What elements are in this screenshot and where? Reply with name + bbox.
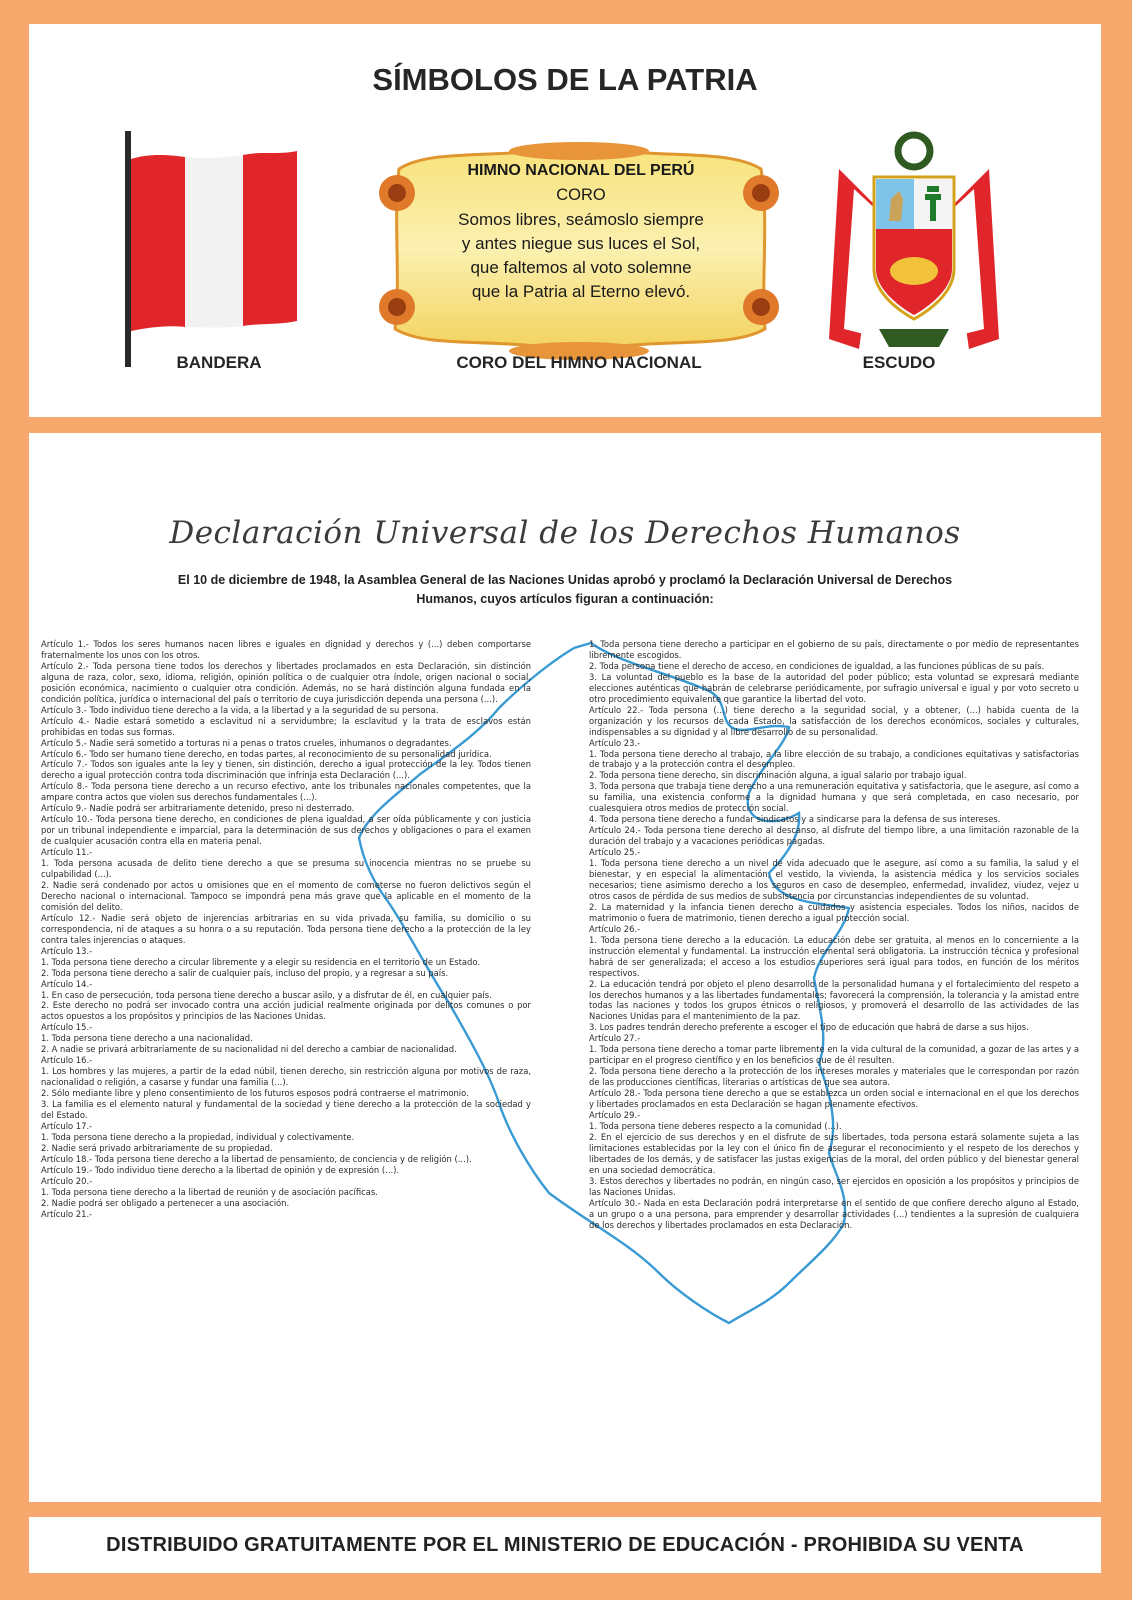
article-paragraph: 1. Toda persona tiene derecho a tomar parte libremente en la vida cultural de la comunidad, a gozar de las artes y a participar en el progreso científico y en los beneficios que de él resulten. — [589, 1044, 1079, 1066]
articles-left-column — [41, 639, 531, 1220]
declaration-panel — [29, 433, 1101, 1502]
article-paragraph: Artículo 24.- Toda persona tiene derecho al descanso, al disfrute del tiempo libre, a una limitación razonable de la duración del trabajo y a vacaciones periódicas pagadas. — [589, 825, 1079, 847]
article-paragraph: 1. En caso de persecución, toda persona tiene derecho a buscar asilo, y a disfrutar de él, en cualquier país. — [41, 989, 492, 1000]
article-paragraph: Artículo 26.- — [589, 923, 641, 934]
article-paragraph: 1. Toda persona tiene derecho a participar en el gobierno de su país, directamente o por medio de representantes libremente escogidos. — [589, 639, 1079, 660]
article-paragraph: 3. Estos derechos y libertades no podrán, en ningún caso, ser ejercidos en oposición a los propósitos y principios de las Naciones Unidas. — [589, 1175, 1079, 1197]
anthem-line: Somos libres, seámoslo siempre — [458, 210, 704, 229]
article-paragraph: 1. Los hombres y las mujeres, a partir de la edad núbil, tienen derecho, sin restricción alguna por motivos de raza, nacionalidad o religión, a casarse y fundar una familia (...). — [41, 1066, 531, 1088]
article-paragraph: 2. Nadie será privado arbitrariamente de su propiedad. — [41, 1142, 273, 1153]
article-paragraph: 2. La maternidad y la infancia tienen derecho a cuidados y asistencia especiales. Todos los niños, nacidos de matrimonio o fuera de matrimonio, tienen derecho a igual protección social. — [589, 901, 1079, 923]
anthem-line: que faltemos al voto solemne — [470, 258, 692, 277]
shield-caption: ESCUDO — [862, 353, 936, 372]
anthem-subtitle: CORO — [556, 186, 606, 204]
footer — [29, 1517, 1101, 1573]
article-paragraph: 3. La voluntad del pueblo es la base de la autoridad del poder público; esta voluntad se expresará mediante elecciones auténticas que habrán de celebrarse periódicamente, por sufragio universal e igual y por voto secreto u otro procedimiento equivalente que garantice la libertad del voto. — [589, 671, 1079, 704]
symbols-panel — [29, 24, 1101, 417]
article-paragraph: Artículo 30.- Nada en esta Declaración podrá interpretarse en el sentido de que confiere derecho alguno al Estado, a un grupo o a una persona, para emprender y desarrollar actividades (...) tendientes a la supresión de cualquiera de los derechos y libertades proclamados en esta Declaración. — [589, 1197, 1079, 1230]
article-paragraph: 2. Este derecho no podrá ser invocado contra una acción judicial realmente originada por delitos comunes o por actos opuestos a los propósitos y principios de las Naciones Unidas. — [41, 1000, 531, 1022]
anthem-line: y antes niegue sus luces el Sol, — [461, 234, 701, 253]
article-paragraph: 1. Toda persona tiene derecho al trabajo, a la libre elección de su trabajo, a condiciones equitativas y satisfactorias de trabajo y a la protección contra el desempleo. — [589, 748, 1079, 770]
article-paragraph: Artículo 14.- — [41, 978, 93, 989]
article-paragraph: Artículo 22.- Toda persona (...) tiene derecho a la seguridad social, y a obtener, (...) habida cuenta de la organización y los recursos de cada Estado, la satisfacción de los derechos económicos, sociales y culturales, indispensables a su dignidad y al libre desarrollo de su personalidad. — [589, 704, 1079, 737]
article-paragraph: 2. Toda persona tiene derecho, sin discriminación alguna, a igual salario por trabajo igual. — [589, 770, 967, 781]
article-paragraph: 1. Toda persona tiene derecho a un nivel de vida adecuado que le asegure, así como a su familia, la salud y el bienestar, y en especial la alimentación, el vestido, la vivienda, la asistencia médica y los servicios sociales necesarios; tiene asimismo derecho a los seguros en caso de desempleo, enfermedad, invalidez, viudez, vejez u otros casos de pérdida de sus medios de subsistencia por circunstancias independientes de su voluntad. — [589, 858, 1079, 901]
article-paragraph: 1. Toda persona tiene derecho a la propiedad, individual y colectivamente. — [41, 1131, 355, 1142]
article-paragraph: 4. Toda persona tiene derecho a fundar sindicatos y a sindicarse para la defensa de sus intereses. — [589, 814, 1001, 825]
declaration-intro: El 10 de diciembre de 1948, la Asamblea General de las Naciones Unidas aprobó y proclamó la Declaración Universal de Derechos Humanos, cuyos artículos figuran a continuación: — [177, 573, 953, 606]
articles-right-column — [589, 639, 1079, 1230]
article-paragraph: Artículo 8.- Toda persona tiene derecho a un recurso efectivo, ante los tribunales nacionales competentes, que la ampare contra actos que violen sus derechos fundamentales (...). — [41, 781, 531, 803]
declaration-title: Declaración Universal de los Derechos Humanos — [169, 515, 961, 551]
article-paragraph: Artículo 29.- — [589, 1109, 641, 1120]
article-paragraph: 1. Toda persona tiene derecho a circular libremente y a elegir su residencia en el territorio de un Estado. — [41, 956, 481, 967]
article-paragraph: 2. En el ejercicio de sus derechos y en el disfrute de sus libertades, toda persona estará solamente sujeta a las limitaciones establecidas por la ley con el único fin de asegurar el reconocimiento y el respeto de los derechos y libertades de los demás, y de satisfacer las justas exigencias de la moral, del orden público y del bienestar general en una sociedad democrática. — [589, 1131, 1079, 1175]
anthem-caption: CORO DEL HIMNO NACIONAL — [456, 353, 702, 372]
anthem-title: HIMNO NACIONAL DEL PERÚ — [467, 162, 695, 179]
article-paragraph: 1. Toda persona tiene derecho a la educación. La educación debe ser gratuita, al menos en lo concerniente a la instrucción elemental y fundamental. La instrucción elemental será obligatoria. La instrucción técnica y profesional habrá de ser generalizada; el acceso a los estudios superiores será igual para todos, en función de los méritos respectivos. — [589, 934, 1079, 978]
article-paragraph: Artículo 4.- Nadie estará sometido a esclavitud ni a servidumbre; la esclavitud y la trata de esclavos están prohibidas en todas sus formas. — [41, 715, 531, 737]
article-paragraph: Artículo 2.- Toda persona tiene todos los derechos y libertades proclamados en esta Declaración, sin distinción alguna de raza, color, sexo, idioma, religión, opinión política o de cualquier otra índole, origen nacional o social, posición económica, nacimiento o cualquier otra condición. Además, no se hará distinción alguna fundada en la condición política, jurídica o internacional del país o territorio de cuya jurisdicción dependa una persona (...). — [41, 660, 531, 704]
article-paragraph: Artículo 12.- Nadie será objeto de injerencias arbitrarias en su vida privada, su familia, su domicilio o su correspondencia, ni de ataques a su honra o a su reputación. Toda persona tiene derecho a la protección de la ley contra tales injerencias o ataques. — [41, 912, 531, 945]
article-paragraph: 1. Toda persona tiene derecho a la libertad de reunión y de asociación pacíficas. — [41, 1186, 378, 1197]
article-paragraph: 2. Toda persona tiene el derecho de acceso, en condiciones de igualdad, a las funciones públicas de su país. — [589, 660, 1045, 671]
peru-flag-image — [125, 131, 300, 367]
article-paragraph: Artículo 6.- Todo ser humano tiene derecho, en todas partes, al reconocimiento de su personalidad jurídica. — [41, 748, 492, 759]
article-paragraph: 3. Los padres tendrán derecho preferente a escoger el tipo de educación que habrá de darse a sus hijos. — [589, 1022, 1029, 1033]
article-paragraph: Artículo 16.- — [41, 1055, 93, 1066]
article-paragraph: Artículo 23.- — [589, 737, 641, 748]
article-paragraph: 2. Nadie podrá ser obligado a pertenecer a una asociación. — [41, 1197, 290, 1208]
article-paragraph: Artículo 27.- — [589, 1033, 641, 1044]
article-paragraph: 3. Toda persona que trabaja tiene derecho a una remuneración equitativa y satisfactoria, que le asegure, así como a su familia, una existencia conforme a la dignidad humana y que será completada, en caso necesario, por cualesquiera otros medios de protección social. — [589, 781, 1079, 814]
article-paragraph: 2. La educación tendrá por objeto el pleno desarrollo de la personalidad humana y el fortalecimiento del respeto a los derechos humanos y a las libertades fundamentales; favorecerá la comprensión, la tolerancia y la amistad entre todas las naciones y todos los grupos étnicos o religiosos, y promoverá el desarrollo de las actividades de las Naciones Unidas para el mantenimiento de la paz. — [589, 978, 1079, 1022]
article-paragraph: Artículo 1.- Todos los seres humanos nacen libres e iguales en dignidad y derechos y (...) deben comportarse fraternalmente los unos con los otros. — [41, 639, 531, 660]
article-paragraph: 3. La familia es el elemento natural y fundamental de la sociedad y tiene derecho a la protección de la sociedad y del Estado. — [41, 1099, 531, 1120]
article-paragraph: Artículo 18.- Toda persona tiene derecho a la libertad de pensamiento, de conciencia y de religión (...). — [41, 1153, 472, 1164]
article-paragraph: Artículo 19.- Todo individuo tiene derecho a la libertad de opinión y de expresión (...). — [41, 1164, 400, 1175]
article-paragraph: Artículo 28.- Toda persona tiene derecho a que se establezca un orden social e internacional en el que los derechos y libertades proclamados en esta Declaración se hagan plenamente efectivos. — [589, 1088, 1079, 1110]
article-paragraph: Artículo 15.- — [41, 1022, 93, 1033]
article-paragraph: 1. Toda persona tiene deberes respecto a la comunidad (...). — [589, 1120, 842, 1131]
article-paragraph: 1. Toda persona acusada de delito tiene derecho a que se presuma su inocencia mientras no se pruebe su culpabilidad (...). — [41, 858, 531, 880]
footer-text: DISTRIBUIDO GRATUITAMENTE POR EL MINISTERIO DE EDUCACIÓN - PROHIBIDA SU VENTA — [106, 1533, 1024, 1556]
article-paragraph: Artículo 9.- Nadie podrá ser arbitrariamente detenido, preso ni desterrado. — [41, 803, 355, 814]
article-paragraph: 2. Toda persona tiene derecho a la protección de los intereses morales y materiales que le correspondan por razón de las producciones científicas, literarias o artísticas de que sea autora. — [589, 1066, 1079, 1088]
article-paragraph: Artículo 21.- — [41, 1208, 93, 1219]
article-paragraph: Artículo 3.- Todo individuo tiene derecho a la vida, a la libertad y a la seguridad de su persona. — [41, 704, 439, 715]
article-paragraph: Artículo 13.- — [41, 945, 93, 956]
anthem-line: que la Patria al Eterno elevó. — [471, 282, 691, 301]
article-paragraph: Artículo 5.- Nadie será sometido a torturas ni a penas o tratos crueles, inhumanos o degradantes. — [41, 737, 452, 748]
article-paragraph: Artículo 11.- — [41, 847, 93, 858]
article-paragraph: Artículo 25.- — [589, 847, 641, 858]
page-title: SÍMBOLOS DE LA PATRIA — [372, 62, 758, 97]
flag-caption: BANDERA — [176, 353, 262, 372]
article-paragraph: 2. Sólo mediante libre y pleno consentimiento de los futuros esposos podrá contraerse el matrimonio. — [41, 1088, 469, 1099]
article-paragraph: 1. Toda persona tiene derecho a una nacionalidad. — [41, 1033, 253, 1044]
article-paragraph: 2. Nadie será condenado por actos u omisiones que en el momento de cometerse no fueron delictivos según el Derecho nacional o internacional. Tampoco se impondrá pena más grave que la aplicable en el momento de la comisión del delito. — [41, 879, 531, 912]
article-paragraph: Artículo 7.- Todos son iguales ante la ley y tienen, sin distinción, derecho a igual protección de la ley. Todos tienen derecho a igual protección contra toda discriminación que infrinja esta Declaración (...). — [41, 759, 531, 781]
article-paragraph: 2. Toda persona tiene derecho a salir de cualquier país, incluso del propio, y a regresar a su país. — [41, 967, 449, 978]
coat-of-arms-image — [819, 129, 1009, 359]
article-paragraph: Artículo 20.- — [41, 1175, 93, 1186]
article-paragraph: 2. A nadie se privará arbitrariamente de su nacionalidad ni del derecho a cambiar de nacionalidad. — [41, 1044, 457, 1055]
article-paragraph: Artículo 10.- Toda persona tiene derecho, en condiciones de plena igualdad, a ser oída públicamente y con justicia por un tribunal independiente e imparcial, para la determinación de sus derechos y obligaciones o para el examen de cualquier acusación contra ella en materia penal. — [41, 814, 531, 847]
article-paragraph: Artículo 17.- — [41, 1120, 93, 1131]
